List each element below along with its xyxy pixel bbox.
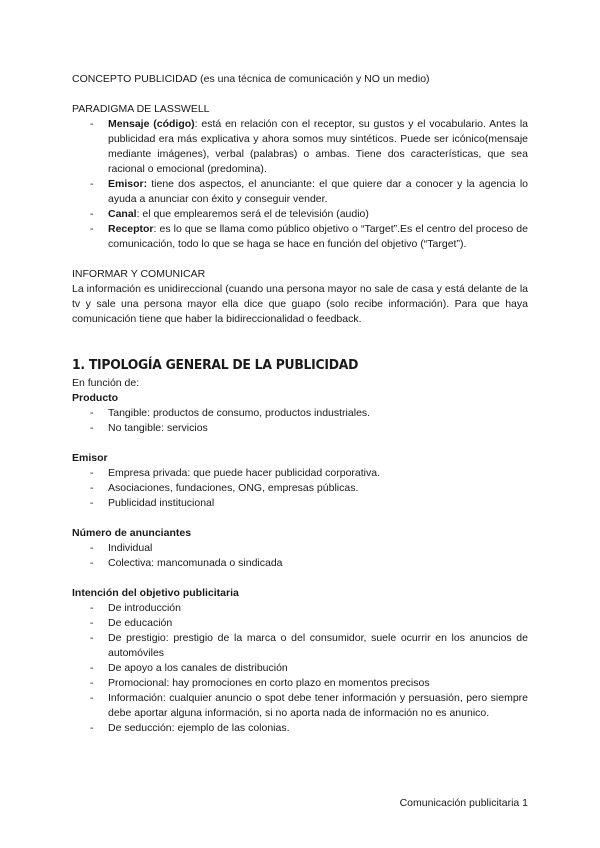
emisor-list xyxy=(72,466,528,511)
list-item: - Asociaciones, fundaciones, ONG, empresas públicas. xyxy=(72,481,528,496)
list-item: - Promocional: hay promociones en corto plazo en momentos precisos xyxy=(72,676,528,691)
intencion-title: Intención del objetivo publicitaria xyxy=(72,587,239,599)
list-item: - De educación xyxy=(72,616,528,631)
producto-title: Producto xyxy=(72,392,119,404)
document-page xyxy=(72,72,528,736)
list-item: - De prestigio: prestigio de la marca o del consumidor, suele ocurrir en los anuncios de automóviles xyxy=(72,631,528,661)
lasswell-item-receptor: - Receptor: es lo que se llama como público objetivo o “Target”.Es el centro del proceso de comunicación, todo lo que se haga se hace en función del objetivo (“Target”). xyxy=(72,222,528,252)
emisor-title: Emisor xyxy=(72,452,108,464)
informar-title: INFORMAR Y COMUNICAR xyxy=(72,268,206,280)
list-item: - Tangible: productos de consumo, productos industriales. xyxy=(72,406,528,421)
lasswell-item-mensaje: - Mensaje (código): está en relación con el receptor, su gustos y el vocabulario. Antes la publicidad era más explicativa y ahora somos muy sintéticos. Puede ser icónico(mensaje mediante imágenes), verbal (palabras) o ambas. Tiene dos características, que sea racional o emocional (predomina). xyxy=(72,117,528,177)
concepto-line: CONCEPTO PUBLICIDAD (es una técnica de comunicación y NO un medio) xyxy=(72,73,430,85)
list-item: - Empresa privada: que puede hacer publicidad corporativa. xyxy=(72,466,528,481)
anunciantes-title: Número de anunciantes xyxy=(72,527,192,539)
en-funcion-line: En función de: xyxy=(72,377,140,389)
lasswell-item-canal: - Canal: el que emplearemos será el de televisión (audio) xyxy=(72,207,528,222)
list-item: - De introducción xyxy=(72,601,528,616)
lasswell-item-emisor: - Emisor: tiene dos aspectos, el anunciante: el que quiere dar a conocer y la agencia lo ayuda a anunciar con éxito y conseguir vender. xyxy=(72,177,528,207)
list-item: - Colectiva: mancomunada o sindicada xyxy=(72,556,528,571)
list-item: - Información: cualquier anuncio o spot debe tener información y persuasión, pero siempre debe aportar alguna información, si no aporta nada de información no es anunico. xyxy=(72,691,528,721)
list-item: - Publicidad institucional xyxy=(72,496,528,511)
list-item: - Individual xyxy=(72,541,528,556)
producto-list xyxy=(72,406,528,436)
paradigma-title: PARADIGMA DE LASSWELL xyxy=(72,103,210,115)
informar-paragraph: La información es unidireccional (cuando una persona mayor no sale de casa y está delante de la tv y sale una persona mayor ella dice que guapo (solo recibe información). Para que haya comunicación tiene que haber la bidireccionalidad o feedback. xyxy=(72,283,528,325)
lasswell-list xyxy=(72,117,528,252)
page-footer: Comunicación publicitaria 1 xyxy=(399,797,528,809)
list-item: - De seducción: ejemplo de las colonias. xyxy=(72,721,528,736)
section-heading: 1. TIPOLOGÍA GENERAL DE LA PUBLICIDAD xyxy=(72,357,359,373)
list-item: - No tangible: servicios xyxy=(72,421,528,436)
intencion-list xyxy=(72,601,528,736)
list-item: - De apoyo a los canales de distribución xyxy=(72,661,528,676)
anunciantes-list xyxy=(72,541,528,571)
